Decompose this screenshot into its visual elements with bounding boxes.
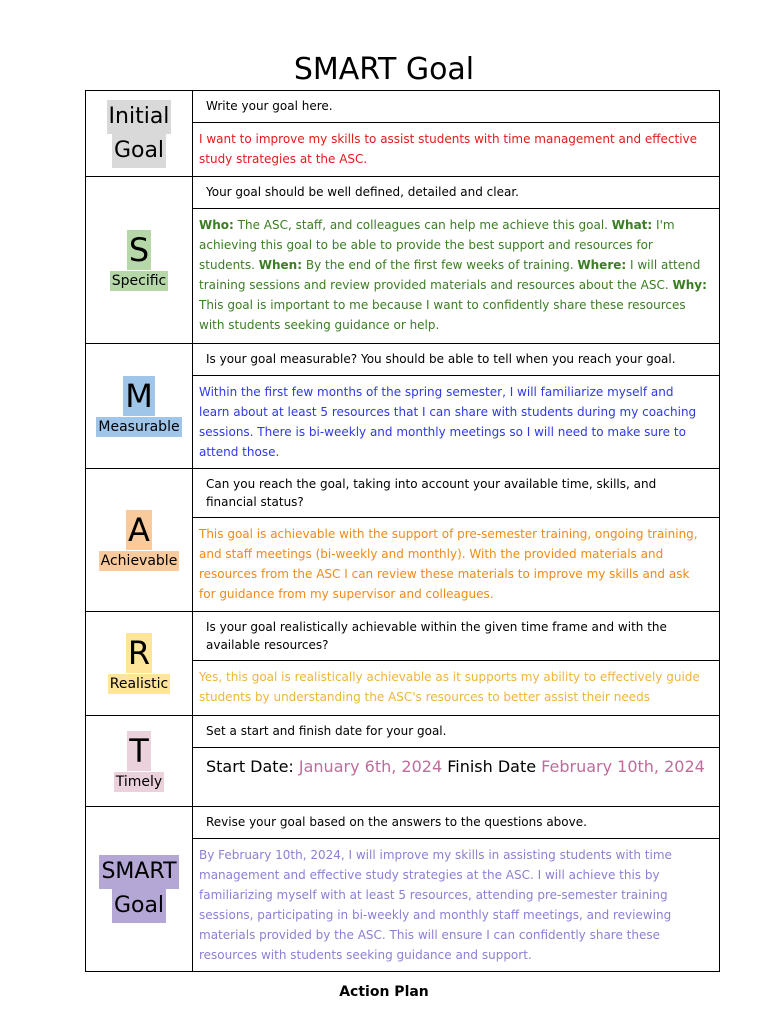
timely-letter: T xyxy=(129,731,149,770)
achievable-letter: A xyxy=(128,510,150,549)
action-plan-heading: Action Plan xyxy=(339,984,429,1000)
achievable-question: Can you reach the goal, taking into account your available time, skills, and financial status? xyxy=(206,477,657,509)
smart-goal-word: Goal xyxy=(112,889,166,923)
row-achievable xyxy=(86,469,720,518)
realistic-answer: Yes, this goal is realistically achievable as it supports my ability to effectively guide students by understanding the ASC's resources to better assist their needs xyxy=(199,670,700,704)
row-smart xyxy=(86,807,720,839)
row-specific xyxy=(86,177,720,209)
timely-question: Set a start and finish date for your goal. xyxy=(206,724,447,738)
row-measurable xyxy=(86,344,720,376)
specific-label-cell xyxy=(86,177,193,344)
initial-answer: I want to improve my skills to assist students with time management and effective study strategies at the ASC. xyxy=(199,132,698,166)
initial-goal-word: Goal xyxy=(112,134,166,168)
achievable-answer: This goal is achievable with the support of pre-semester training, ongoing training, and staff meetings (bi-weekly and monthly). With the provided materials and resources from the ASC I can review these materials to improve my skills and ask for guidance from my supervisor and colleagues. xyxy=(199,527,698,601)
row-timely xyxy=(86,716,720,748)
smart-goal-table xyxy=(85,90,720,972)
row-initial xyxy=(86,91,720,123)
start-date-label: Start Date: xyxy=(206,757,299,776)
measurable-answer: Within the first few months of the spring semester, I will familiarize myself and learn about at least 5 resources that I can share with students during my coaching sessions. There is bi-weekly and monthly meetings so I will need to make sure to attend those. xyxy=(199,385,697,459)
measurable-letter: M xyxy=(125,376,153,415)
achievable-word: Achievable xyxy=(100,552,178,569)
specific-question: Your goal should be well defined, detailed and clear. xyxy=(206,185,519,199)
measurable-label-cell xyxy=(86,344,193,469)
measurable-question: Is your goal measurable? You should be able to tell when you reach your goal. xyxy=(206,352,676,366)
finish-date-value: February 10th, 2024 xyxy=(541,757,705,776)
smart-word: SMART xyxy=(99,855,178,889)
realistic-question: Is your goal realistically achievable within the given time frame and with the available resources? xyxy=(206,620,667,652)
initial-question: Write your goal here. xyxy=(206,99,333,113)
specific-letter: S xyxy=(128,230,150,269)
achievable-label-cell xyxy=(86,469,193,612)
start-date-value: January 6th, 2024 xyxy=(298,757,443,776)
smart-question: Revise your goal based on the answers to the questions above. xyxy=(206,815,587,829)
timely-dates xyxy=(193,748,719,786)
initial-label-cell xyxy=(86,91,193,177)
realistic-word: Realistic xyxy=(109,676,169,692)
timely-label-cell xyxy=(86,716,193,807)
page-title: SMART Goal xyxy=(293,52,475,87)
realistic-letter: R xyxy=(127,634,151,672)
measurable-word: Measurable xyxy=(98,418,180,435)
smart-label-cell xyxy=(86,807,193,972)
finish-date-label: Finish Date xyxy=(442,757,542,776)
realistic-label-cell xyxy=(86,612,193,716)
specific-answer: Who: The ASC, staff, and colleagues can help me achieve this goal. What: I'm achieving this goal to be able to provide the best support and resources for students. When: By the end of the first few weeks of training. Where: I will attend training sessions and review provided materials and resources about the ASC. Why: This goal is important to me because I want to confidently share these resources with students seeking guidance or help. xyxy=(199,218,707,332)
timely-word: Timely xyxy=(115,773,163,790)
specific-word: Specific xyxy=(111,272,167,289)
smart-answer: By February 10th, 2024, I will improve my skills in assisting students with time management and effective study strategies at the ASC. I will achieve this by familiarizing myself with at least 5 resources, attending pre-semester training sessions, participating in bi-weekly and monthly staff meetings, and reviewing materials provided by the ASC. This will ensure I can confidently share these resources with students seeking guidance and support. xyxy=(199,848,672,962)
row-realistic xyxy=(86,612,720,661)
initial-word: Initial xyxy=(107,100,172,134)
